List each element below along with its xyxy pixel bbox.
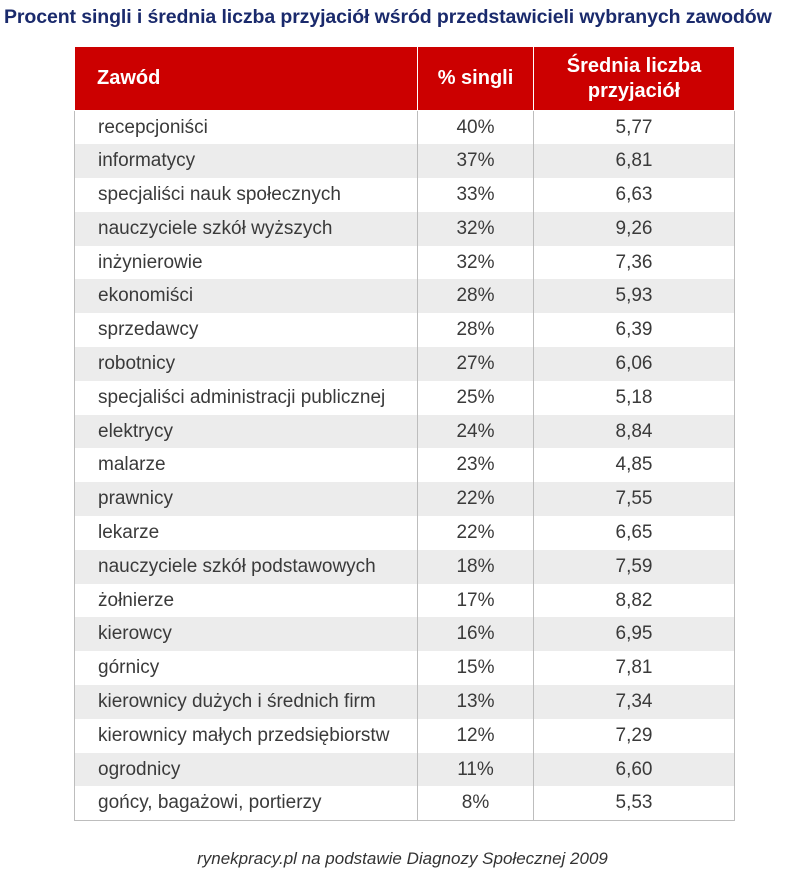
cell-przyjaciol: 6,81	[534, 144, 735, 178]
page-title: Procent singli i średnia liczba przyjaciół wśród przedstawicieli wybranych zawodów	[4, 6, 772, 28]
header-zawod: Zawód	[75, 47, 418, 111]
cell-singli: 22%	[418, 516, 534, 550]
cell-przyjaciol: 7,81	[534, 651, 735, 685]
table-row	[75, 482, 735, 516]
table-row	[75, 313, 735, 347]
table-row	[75, 212, 735, 246]
table-row	[75, 144, 735, 178]
cell-przyjaciol: 7,59	[534, 550, 735, 584]
cell-singli: 16%	[418, 617, 534, 651]
table-row	[75, 719, 735, 753]
table-row	[75, 178, 735, 212]
cell-przyjaciol: 6,60	[534, 753, 735, 787]
cell-zawod: kierownicy dużych i średnich firm	[75, 685, 418, 719]
cell-przyjaciol: 7,36	[534, 246, 735, 280]
cell-singli: 28%	[418, 279, 534, 313]
cell-przyjaciol: 6,95	[534, 617, 735, 651]
table-body	[75, 111, 735, 821]
cell-zawod: specjaliści administracji publicznej	[75, 381, 418, 415]
cell-singli: 33%	[418, 178, 534, 212]
cell-przyjaciol: 5,93	[534, 279, 735, 313]
cell-singli: 17%	[418, 584, 534, 618]
cell-singli: 32%	[418, 246, 534, 280]
table-row	[75, 111, 735, 145]
header-przyjaciol-line2: przyjaciół	[587, 79, 681, 102]
cell-singli: 40%	[418, 111, 534, 145]
cell-zawod: ekonomiści	[75, 279, 418, 313]
cell-singli: 8%	[418, 786, 534, 820]
header-przyjaciol	[534, 47, 735, 111]
header-singli: % singli	[418, 47, 534, 111]
cell-przyjaciol: 6,63	[534, 178, 735, 212]
table-row	[75, 617, 735, 651]
cell-przyjaciol: 8,84	[534, 415, 735, 449]
cell-przyjaciol: 6,39	[534, 313, 735, 347]
cell-zawod: górnicy	[75, 651, 418, 685]
cell-zawod: recepcjoniści	[75, 111, 418, 145]
professions-table	[74, 46, 735, 821]
table-header	[75, 47, 735, 111]
cell-zawod: robotnicy	[75, 347, 418, 381]
cell-singli: 15%	[418, 651, 534, 685]
cell-zawod: prawnicy	[75, 482, 418, 516]
cell-przyjaciol: 5,53	[534, 786, 735, 820]
cell-singli: 27%	[418, 347, 534, 381]
cell-przyjaciol: 7,29	[534, 719, 735, 753]
cell-singli: 22%	[418, 482, 534, 516]
cell-przyjaciol: 4,85	[534, 448, 735, 482]
cell-zawod: nauczyciele szkół wyższych	[75, 212, 418, 246]
table-row	[75, 448, 735, 482]
table-row	[75, 584, 735, 618]
cell-zawod: elektrycy	[75, 415, 418, 449]
table-row	[75, 246, 735, 280]
cell-singli: 13%	[418, 685, 534, 719]
cell-zawod: żołnierze	[75, 584, 418, 618]
cell-przyjaciol: 8,82	[534, 584, 735, 618]
source-note: rynekpracy.pl na podstawie Diagnozy Społecznej 2009	[197, 849, 608, 868]
header-row	[75, 47, 735, 111]
cell-zawod: specjaliści nauk społecznych	[75, 178, 418, 212]
table-row	[75, 786, 735, 820]
cell-singli: 25%	[418, 381, 534, 415]
cell-singli: 24%	[418, 415, 534, 449]
cell-zawod: sprzedawcy	[75, 313, 418, 347]
cell-zawod: kierowcy	[75, 617, 418, 651]
cell-zawod: kierownicy małych przedsiębiorstw	[75, 719, 418, 753]
cell-singli: 28%	[418, 313, 534, 347]
cell-przyjaciol: 6,06	[534, 347, 735, 381]
cell-singli: 23%	[418, 448, 534, 482]
table-row	[75, 347, 735, 381]
cell-przyjaciol: 7,34	[534, 685, 735, 719]
cell-zawod: gońcy, bagażowi, portierzy	[75, 786, 418, 820]
cell-singli: 37%	[418, 144, 534, 178]
cell-singli: 32%	[418, 212, 534, 246]
table-row	[75, 550, 735, 584]
table-row	[75, 516, 735, 550]
table-row	[75, 753, 735, 787]
cell-zawod: malarze	[75, 448, 418, 482]
cell-zawod: informatycy	[75, 144, 418, 178]
cell-zawod: nauczyciele szkół podstawowych	[75, 550, 418, 584]
cell-przyjaciol: 5,18	[534, 381, 735, 415]
cell-zawod: ogrodnicy	[75, 753, 418, 787]
cell-singli: 18%	[418, 550, 534, 584]
cell-przyjaciol: 6,65	[534, 516, 735, 550]
table-row	[75, 415, 735, 449]
table-row	[75, 685, 735, 719]
header-przyjaciol-line1: Średnia liczba	[566, 54, 702, 77]
table-row	[75, 279, 735, 313]
cell-przyjaciol: 9,26	[534, 212, 735, 246]
table-row	[75, 381, 735, 415]
table-row	[75, 651, 735, 685]
cell-przyjaciol: 7,55	[534, 482, 735, 516]
cell-zawod: lekarze	[75, 516, 418, 550]
cell-zawod: inżynierowie	[75, 246, 418, 280]
cell-singli: 11%	[418, 753, 534, 787]
cell-przyjaciol: 5,77	[534, 111, 735, 145]
cell-singli: 12%	[418, 719, 534, 753]
